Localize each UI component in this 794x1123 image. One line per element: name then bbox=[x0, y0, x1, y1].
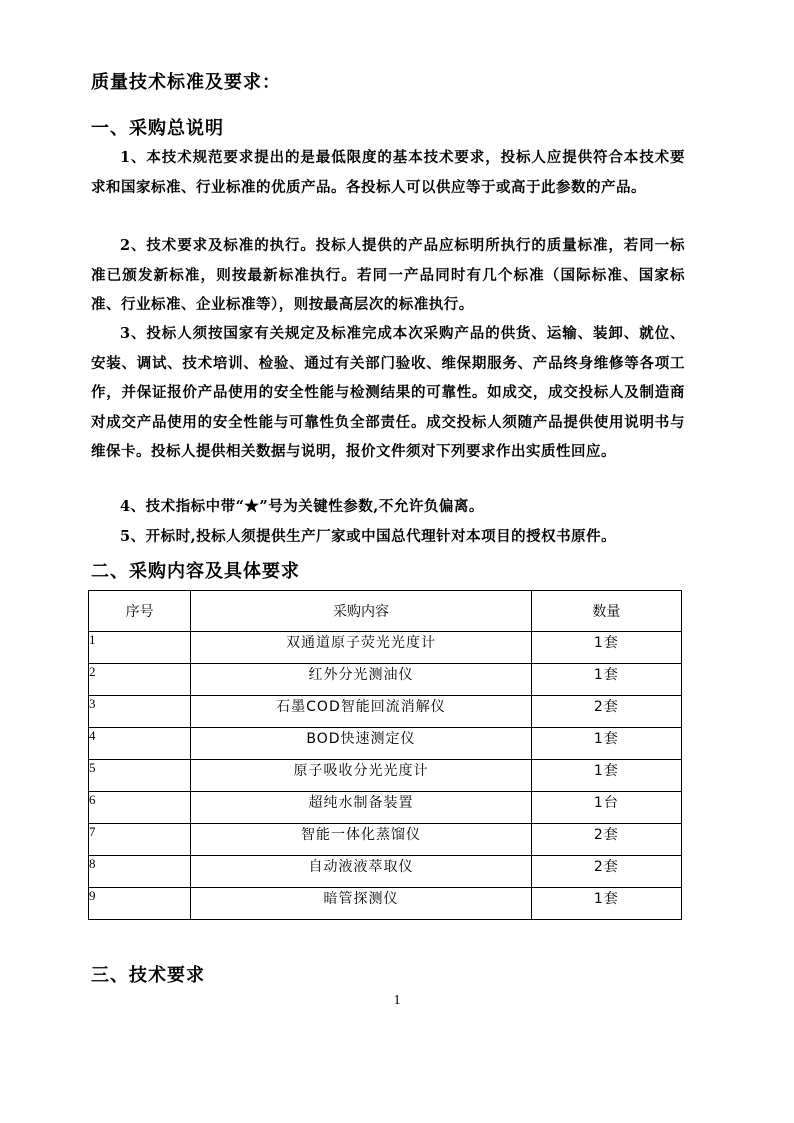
cell-content: 智能一体化蒸馏仪 bbox=[191, 824, 532, 856]
cell-content: 石墨COD智能回流消解仪 bbox=[191, 696, 532, 728]
procurement-table bbox=[88, 590, 682, 920]
cell-serial: 6 bbox=[89, 792, 191, 824]
paragraph-4: 4、技术指标中带“★”号为关键性参数,不允许负偏离。 bbox=[120, 498, 484, 515]
table-row bbox=[89, 728, 682, 760]
table-row bbox=[89, 824, 682, 856]
paragraph-2: 2、技术要求及标准的执行。投标人提供的产品应标明所执行的质量标准，若同一标准已颁发新标准，则按最新标准执行。若同一产品同时有几个标准（国际标准、国家标准、行业标准、企业标准等），则按最高层次的标准执行。 bbox=[91, 237, 685, 313]
table-row bbox=[89, 856, 682, 888]
section-heading-2: 二、采购内容及具体要求 bbox=[91, 561, 300, 582]
table-row bbox=[89, 696, 682, 728]
section-heading-3: 三、技术要求 bbox=[91, 965, 205, 986]
document-title: 质量技术标准及要求： bbox=[91, 72, 281, 93]
section-heading-1: 一、采购总说明 bbox=[91, 118, 224, 139]
cell-content: 原子吸收分光光度计 bbox=[191, 760, 532, 792]
cell-quantity: 2套 bbox=[531, 696, 681, 728]
table-row bbox=[89, 792, 682, 824]
cell-content: 双通道原子荧光光度计 bbox=[191, 632, 532, 664]
cell-quantity: 1台 bbox=[531, 792, 681, 824]
page-number: 1 bbox=[393, 993, 401, 1008]
cell-quantity: 1套 bbox=[531, 632, 681, 664]
cell-serial: 5 bbox=[89, 760, 191, 792]
table-row bbox=[89, 632, 682, 664]
cell-serial: 3 bbox=[89, 696, 191, 728]
cell-quantity: 1套 bbox=[531, 728, 681, 760]
cell-quantity: 1套 bbox=[531, 664, 681, 696]
header-quantity: 数量 bbox=[531, 591, 681, 632]
table-row bbox=[89, 760, 682, 792]
table-row bbox=[89, 664, 682, 696]
cell-quantity: 2套 bbox=[531, 824, 681, 856]
cell-content: 红外分光测油仪 bbox=[191, 664, 532, 696]
paragraph-3: 3、投标人须按国家有关规定及标准完成本次采购产品的供货、运输、装卸、就位、安装、调试、技术培训、检验、通过有关部门验收、维保期服务、产品终身维修等各项工作，并保证报价产品使用的安全性能与检测结果的可靠性。如成交，成交投标人及制造商对成交产品使用的安全性能与可靠性负全部责任。成交投标人须随产品提供使用说明书与维保卡。投标人提供相关数据与说明，报价文件须对下列要求作出实质性回应。 bbox=[91, 325, 685, 460]
cell-serial: 4 bbox=[89, 728, 191, 760]
cell-content: BOD快速测定仪 bbox=[191, 728, 532, 760]
paragraph-1: 1、本技术规范要求提出的是最低限度的基本技术要求，投标人应提供符合本技术要求和国家标准、行业标准的优质产品。各投标人可以供应等于或高于此参数的产品。 bbox=[91, 149, 685, 196]
table-header-row bbox=[89, 591, 682, 632]
header-content: 采购内容 bbox=[191, 591, 532, 632]
cell-quantity: 1套 bbox=[531, 760, 681, 792]
cell-serial: 7 bbox=[89, 824, 191, 856]
cell-serial: 9 bbox=[89, 888, 191, 920]
cell-quantity: 2套 bbox=[531, 856, 681, 888]
paragraph-5: 5、开标时,投标人须提供生产厂家或中国总代理针对本项目的授权书原件。 bbox=[120, 528, 617, 545]
table-row bbox=[89, 888, 682, 920]
cell-content: 自动液液萃取仪 bbox=[191, 856, 532, 888]
cell-content: 暗管探测仪 bbox=[191, 888, 532, 920]
header-serial: 序号 bbox=[89, 591, 191, 632]
cell-serial: 8 bbox=[89, 856, 191, 888]
cell-quantity: 1套 bbox=[531, 888, 681, 920]
cell-content: 超纯水制备装置 bbox=[191, 792, 532, 824]
cell-serial: 1 bbox=[89, 632, 191, 664]
cell-serial: 2 bbox=[89, 664, 191, 696]
